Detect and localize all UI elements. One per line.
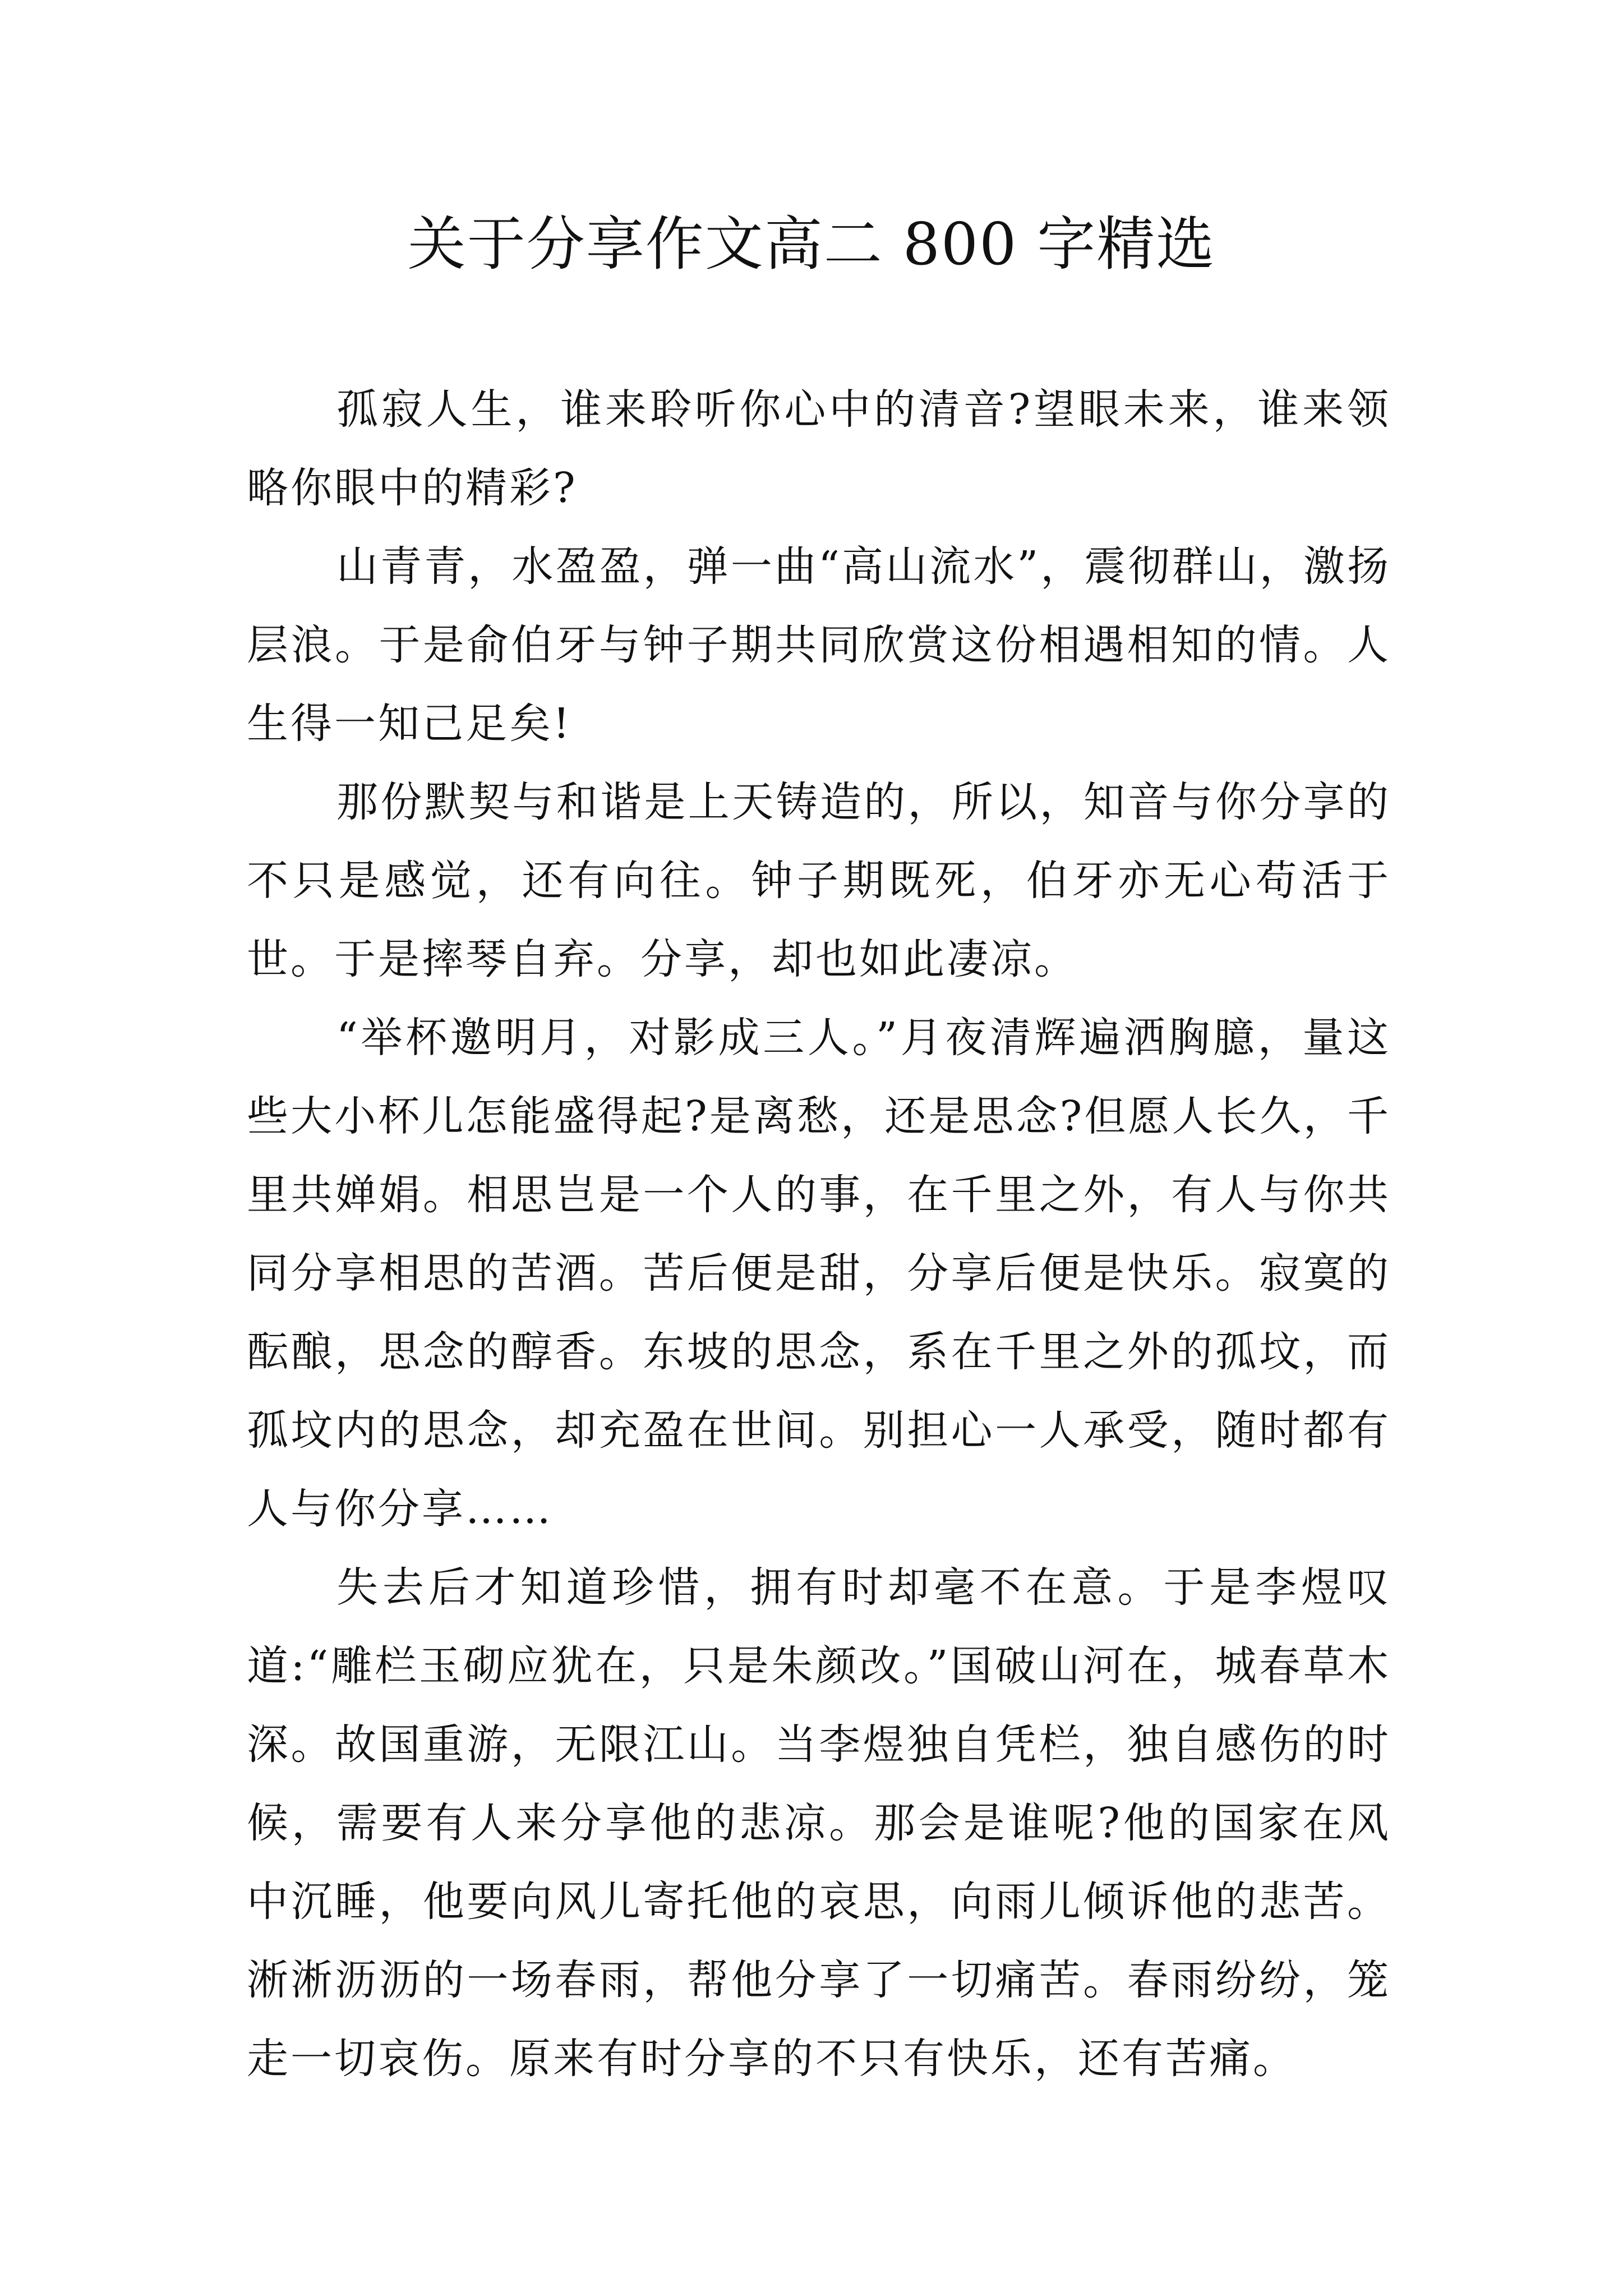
paragraph: “举杯邀明月，对影成三人。”月夜清辉遍洒胸臆，量这些大小杯儿怎能盛得起?是离愁，还是思念?但愿人长久，千里共婵娟。相思岂是一个人的事，在千里之外，有人与你共同分享相思的苦酒。苦后便是甜，分享后便是快乐。寂寞的酝酿，思念的醇香。东坡的思念，系在千里之外的孤坟，而孤坟内的思念，却充盈在世间。别担心一人承受，随时都有人与你分享…… (247, 1014, 1391, 1533)
paragraph: 那份默契与和谐是上天铸造的，所以，知音与你分享的不只是感觉，还有向往。钟子期既死，伯牙亦无心苟活于世。于是摔琴自弃。分享，却也如此凄凉。 (247, 778, 1391, 983)
paragraph: 孤寂人生，谁来聆听你心中的清音?望眼未来，谁来领略你眼中的精彩? (247, 385, 1391, 512)
paragraph: 失去后才知道珍惜，拥有时却毫不在意。于是李煜叹道:“雕栏玉砌应犹在，只是朱颜改。”国破山河在，城春草木深。故国重游，无限江山。当李煜独自凭栏，独自感伤的时候，需要有人来分享他的悲凉。那会是谁呢?他的国家在风中沉睡，他要向风儿寄托他的哀思，向雨儿倾诉他的悲苦。淅淅沥沥的一场春雨，帮他分享了一切痛苦。春雨纷纷，笼走一切哀伤。原来有时分享的不只有快乐，还有苦痛。 (247, 1563, 1391, 2083)
paragraph: 山青青，水盈盈，弹一曲“高山流水”，震彻群山，激扬层浪。于是俞伯牙与钟子期共同欣赏这份相遇相知的情。人生得一知己足矣! (247, 542, 1391, 748)
document-body (247, 370, 1391, 2098)
document-title: 关于分享作文高二 800 字精选 (407, 210, 1216, 278)
